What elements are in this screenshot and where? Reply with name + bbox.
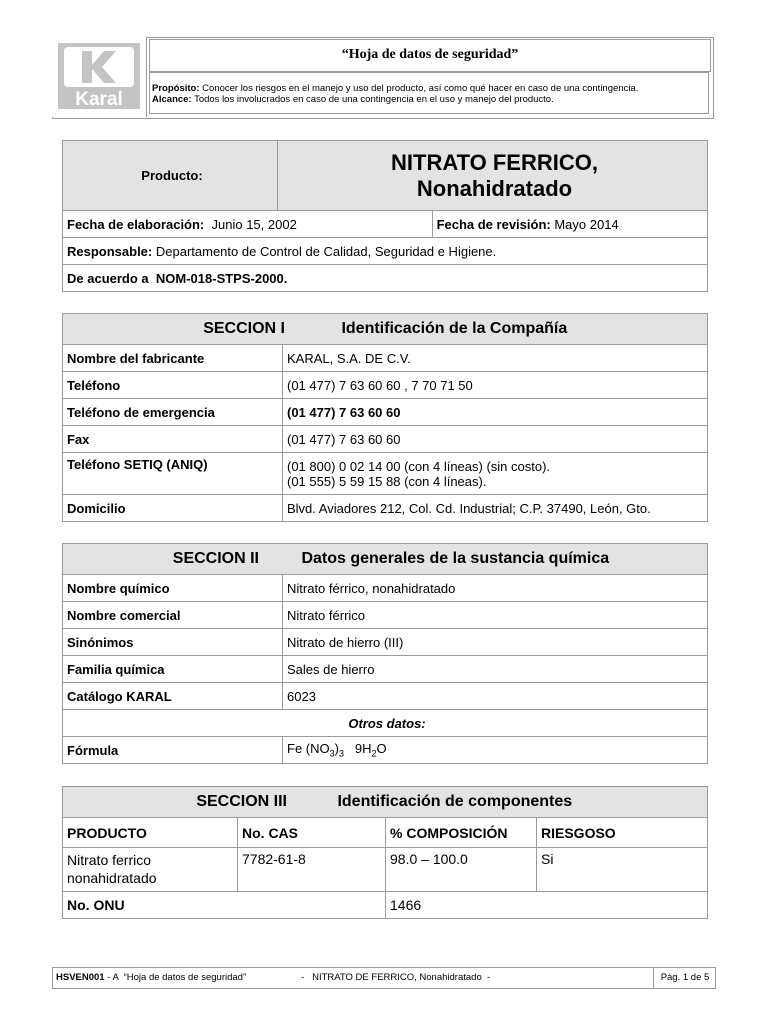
- s3-onu-value: 1466: [386, 892, 708, 919]
- s3-onu-label: No. ONU: [63, 892, 386, 919]
- s3-header-composicion: % COMPOSICIÓN: [386, 818, 537, 848]
- responsable-label: Responsable:: [67, 243, 153, 259]
- section-2-number: SECCION II: [172, 550, 259, 567]
- purpose-label: Propósito:: [152, 83, 200, 94]
- karal-logo: [52, 37, 147, 117]
- s1-value-emergencia: (01 477) 7 63 60 60: [283, 399, 708, 426]
- fecha-elab-value: Junio 15, 2002: [211, 216, 297, 232]
- fecha-elaboracion: [63, 211, 433, 238]
- s2-value-nombre-quimico: Nitrato férrico, nonahidratado: [283, 575, 708, 602]
- footer-code: HSVEN001: [56, 972, 105, 983]
- s2-value-sinonimos: Nitrato de hierro (III): [283, 629, 708, 656]
- section-1-table: [62, 313, 708, 522]
- section-1-number: SECCION I: [203, 320, 285, 337]
- s1-value-domicilio: Blvd. Aviadores 212, Col. Cd. Industrial; C.P. 37490, León, Gto.: [283, 495, 708, 522]
- karal-logo-icon: [52, 37, 146, 117]
- s3-cell-composicion: 98.0 – 100.0: [386, 848, 537, 892]
- product-name-line2: Nonahidratado: [416, 175, 573, 201]
- s3-header-riesgoso: RIESGOSO: [537, 818, 708, 848]
- s1-setiq-line1: (01 800) 0 02 14 00 (con 4 líneas) (sin costo).: [287, 458, 551, 474]
- product-name: [278, 141, 708, 211]
- footer-page-number: Pág. 1 de 5: [653, 968, 716, 988]
- s2-value-familia: Sales de hierro: [283, 656, 708, 683]
- section-2-table: [62, 543, 708, 764]
- purpose-scope: [149, 72, 709, 114]
- s3-cell-riesgoso: Si: [537, 848, 708, 892]
- norma: [63, 265, 708, 292]
- footer-product: - NITRATO DE FERRICO, Nonahidratado -: [301, 972, 491, 983]
- section-1-title: Identificación de la Compañía: [341, 320, 568, 337]
- scope-text: Todos los involucrados en caso de una contingencia en el uso y manejo del producto.: [194, 94, 554, 105]
- s2-label-formula: Fórmula: [63, 737, 283, 764]
- responsable-value: Departamento de Control de Calidad, Seguridad e Higiene.: [155, 243, 497, 259]
- s3-cell-cas: 7782-61-8: [238, 848, 386, 892]
- s2-value-catalogo: 6023: [283, 683, 708, 710]
- s1-setiq-line2: (01 555) 5 59 15 88 (con 4 líneas).: [287, 473, 487, 489]
- s2-value-formula: Fe $(NO_3)_3$ $9H_2O$: [283, 737, 708, 764]
- s2-otros-datos: Otros datos:: [63, 710, 708, 737]
- fecha-rev-value: Mayo 2014: [554, 216, 619, 232]
- product-table: [62, 140, 708, 292]
- s2-label-nombre-quimico: Nombre químico: [63, 575, 283, 602]
- section-2-heading: [63, 544, 708, 575]
- s2-label-nombre-comercial: Nombre comercial: [63, 602, 283, 629]
- s3-cell-producto: Nitrato ferrico nonahidratado: [63, 848, 238, 892]
- s1-label-setiq: Teléfono SETIQ (ANIQ): [63, 453, 283, 495]
- product-name-line1: NITRATO FERRICO,: [391, 149, 598, 175]
- fecha-revision: [432, 211, 707, 238]
- s2-label-catalogo: Catálogo KARAL: [63, 683, 283, 710]
- s1-label-fax: Fax: [63, 426, 283, 453]
- norma-label: De acuerdo a: [67, 270, 149, 286]
- s3-header-producto: PRODUCTO: [63, 818, 238, 848]
- logo-text: Karal: [75, 89, 123, 110]
- product-label: Producto:: [63, 141, 278, 211]
- norma-value: NOM-018-STPS-2000.: [155, 270, 288, 286]
- s1-label-emergencia: Teléfono de emergencia: [63, 399, 283, 426]
- section-3-title: Identificación de componentes: [337, 793, 573, 810]
- page-footer: [52, 967, 716, 989]
- s3-header-cas: No. CAS: [238, 818, 386, 848]
- section-3-table: [62, 786, 708, 919]
- responsable: [63, 238, 708, 265]
- s2-label-familia: Familia química: [63, 656, 283, 683]
- footer-left: [56, 972, 246, 983]
- section-3-heading: [63, 787, 708, 818]
- s1-label-telefono: Teléfono: [63, 372, 283, 399]
- document-title: “Hoja de datos de seguridad”: [149, 39, 711, 72]
- footer-rev: - A “Hoja de datos de seguridad”: [104, 972, 247, 983]
- s2-label-sinonimos: Sinónimos: [63, 629, 283, 656]
- s2-value-nombre-comercial: Nitrato férrico: [283, 602, 708, 629]
- s1-label-domicilio: Domicilio: [63, 495, 283, 522]
- fecha-elab-label: Fecha de elaboración:: [67, 216, 205, 232]
- purpose-text: Conocer los riesgos en el manejo y uso del producto, así como qué hacer en caso de una contingencia.: [202, 83, 639, 94]
- section-3-number: SECCION III: [196, 793, 287, 810]
- s1-value-fabricante: KARAL, S.A. DE C.V.: [283, 345, 708, 372]
- s1-label-fabricante: Nombre del fabricante: [63, 345, 283, 372]
- s1-value-telefono: (01 477) 7 63 60 60 , 7 70 71 50: [283, 372, 708, 399]
- section-2-title: Datos generales de la sustancia química: [301, 550, 610, 567]
- scope-label: Alcance:: [152, 94, 192, 105]
- section-1-heading: [63, 314, 708, 345]
- s1-value-fax: (01 477) 7 63 60 60: [283, 426, 708, 453]
- s1-value-setiq: [283, 453, 708, 495]
- fecha-rev-label: Fecha de revisión:: [436, 216, 551, 232]
